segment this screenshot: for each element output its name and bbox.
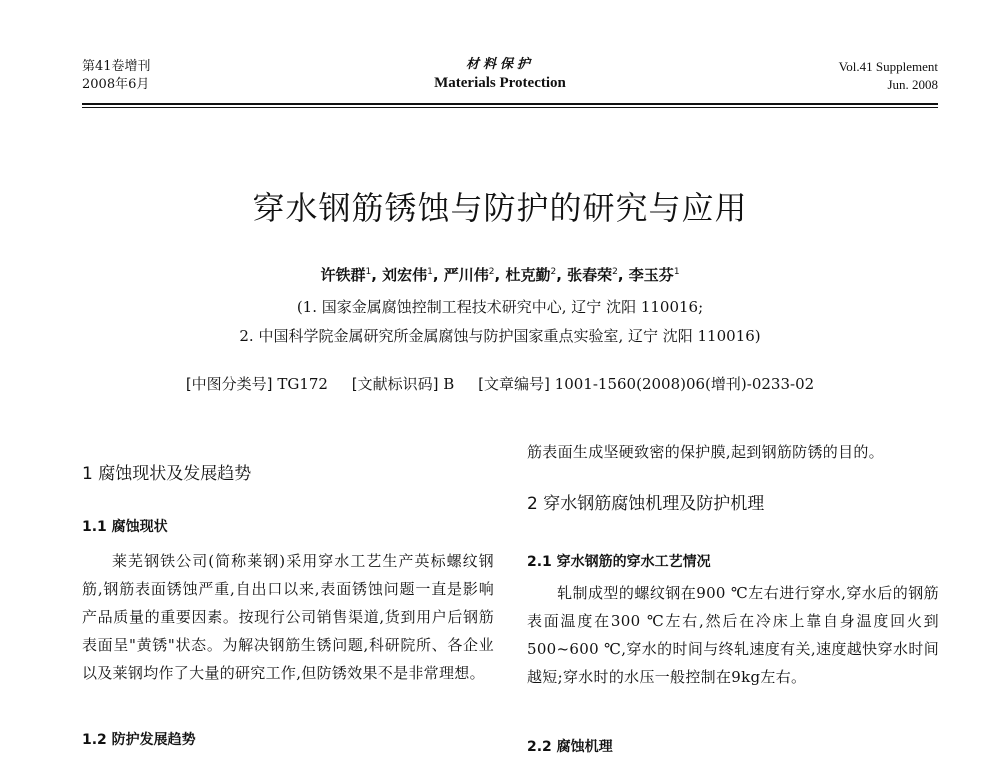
section-1-1-heading: 1.1 腐蚀现状 bbox=[82, 519, 168, 535]
clc-value: TG172 bbox=[277, 375, 328, 393]
section-2-2-heading: 2.2 腐蚀机理 bbox=[527, 739, 613, 755]
author: 刘宏伟$^1$ bbox=[382, 266, 433, 284]
header-issue-info bbox=[82, 58, 151, 94]
author: 张春荣$^2$ bbox=[567, 266, 618, 284]
affiliation-1: (1. 国家金属腐蚀控制工程技术研究中心, 辽宁 沈阳 110016; bbox=[296, 298, 704, 316]
author-list: 许铁群$^1$, 刘宏伟$^1$, 严川伟$^2$, 杜克勤$^2$, 张春荣$^2$, 李玉芬$^1$ bbox=[320, 266, 680, 284]
article-number-label: [文章编号] bbox=[478, 375, 550, 393]
journal-name-en: Materials Protection bbox=[434, 75, 566, 91]
doc-code-label: [文献标识码] bbox=[351, 375, 439, 393]
header-date: 2008年6月 bbox=[82, 77, 150, 92]
clc-label: [中图分类号] bbox=[185, 375, 273, 393]
author: 李玉芬$^1$ bbox=[628, 266, 680, 284]
header-volume: 第41卷增刊 bbox=[82, 59, 151, 74]
continued-paragraph: 筋表面生成坚硬致密的保护膜,起到钢筋防锈的目的。 bbox=[527, 443, 884, 461]
article-number-value: 1001-1560(2008)06(增刊)-0233-02 bbox=[554, 375, 815, 393]
journal-name-cn: 材料保护 bbox=[465, 57, 534, 72]
header-rule-thin bbox=[82, 107, 938, 108]
header-rule-thick bbox=[82, 103, 938, 105]
section-2-1-body: 轧制成型的螺纹钢在900 ℃左右进行穿水,穿水后的钢筋表面温度在300 ℃左右,然后在冷床上靠自身温度回火到500~600 ℃,穿水的时间与终轧速度有关,速度越快穿水时间越短;穿水时的水压一般控制在9kg左右。 bbox=[527, 584, 939, 686]
author: 杜克勤$^2$ bbox=[505, 266, 557, 284]
classification-line bbox=[0, 373, 1000, 394]
paper-title: 穿水钢筋锈蚀与防护的研究与应用 bbox=[252, 189, 748, 227]
section-1-heading: 1 腐蚀现状及发展趋势 bbox=[82, 464, 252, 484]
header-volume-en bbox=[839, 58, 938, 94]
header-volume-supplement: Vol.41 Supplement bbox=[838, 59, 938, 74]
author: 严川伟$^2$ bbox=[443, 266, 495, 284]
affiliation-2: 2. 中国科学院金属研究所金属腐蚀与防护国家重点实验室, 辽宁 沈阳 110016) bbox=[239, 327, 761, 345]
header-journal bbox=[340, 56, 660, 92]
section-2-1-heading: 2.1 穿水钢筋的穿水工艺情况 bbox=[527, 554, 711, 570]
header-date-en: Jun. 2008 bbox=[887, 77, 938, 92]
section-1-1-body: 莱芜钢铁公司(简称莱钢)采用穿水工艺生产英标螺纹钢筋,钢筋表面锈蚀严重,自出口以来,表面锈蚀问题一直是影响产品质量的重要因素。按现行公司销售渠道,货到用户后钢筋表面呈"黄锈"状态。为解决钢筋生锈问题,科研院所、各企业以及莱钢均作了大量的研究工作,但防锈效果不是非常理想。 bbox=[82, 552, 494, 682]
section-1-2-heading: 1.2 防护发展趋势 bbox=[82, 732, 196, 748]
section-2-heading: 2 穿水钢筋腐蚀机理及防护机理 bbox=[527, 494, 765, 514]
doc-code-value: B bbox=[443, 375, 455, 393]
author: 许铁群$^1$ bbox=[320, 266, 372, 284]
